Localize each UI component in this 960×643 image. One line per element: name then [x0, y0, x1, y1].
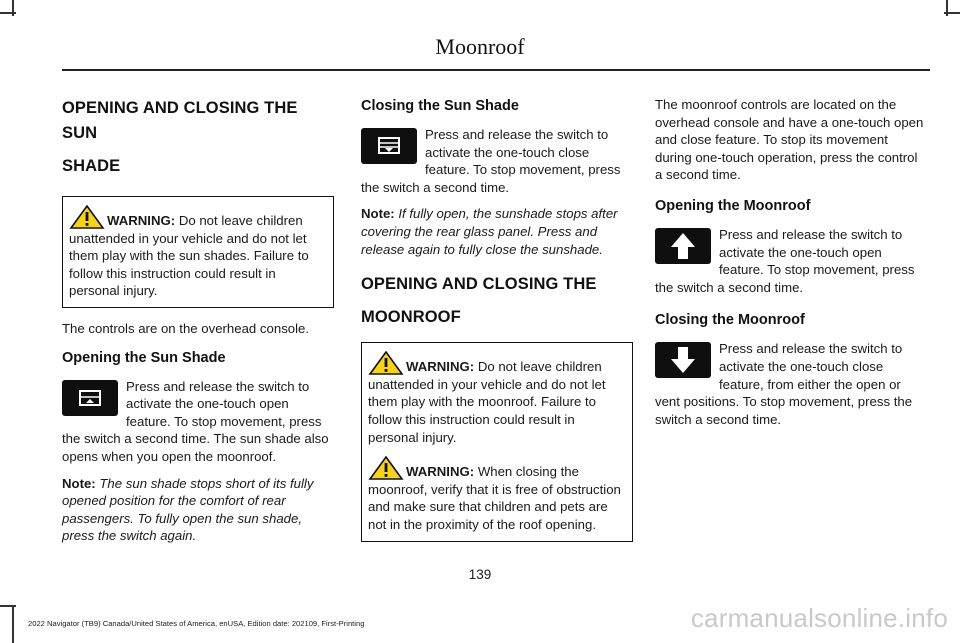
crop-mark	[12, 0, 14, 16]
open-moonroof-text: Press and release the switch to activate the one-touch open feature. To stop movement, press the switch a second time.	[655, 226, 915, 295]
edition-footer: 2022 Navigator (TB9) Canada/United States of America, enUSA, Edition date: 202109, First-Printing	[28, 619, 365, 628]
warning-triangle-icon	[368, 351, 404, 375]
column-3	[655, 96, 927, 428]
subheading-opening-sunshade: Opening the Sun Shade	[62, 349, 226, 366]
page-title: Moonroof	[435, 34, 525, 59]
close-moonroof-text: Press and release the switch to activate the one-touch close feature, from either the open or vent positions. To stop movement, press the switch a second time.	[655, 341, 913, 427]
close-sunshade-block	[361, 126, 633, 196]
crop-mark	[12, 605, 14, 643]
open-sunshade-text: Press and release the switch to activate the one-touch open feature. To stop movement, press the switch a second time. The sun shade also opens when you open the moonroof.	[62, 378, 329, 464]
title-divider	[62, 69, 930, 71]
warning-triangle-icon	[69, 205, 105, 229]
arrow-down-icon	[655, 342, 711, 378]
sunshade-close-switch-icon	[361, 128, 417, 164]
column-2	[361, 96, 633, 542]
crop-mark	[944, 12, 960, 14]
warning-text: Do not leave children unattended in your vehicle and do not let them play with the moonroof. Failure to follow this instruction could result in personal injury.	[368, 359, 606, 445]
subheading-opening-moonroof: Opening the Moonroof	[655, 197, 811, 214]
section-heading-moonroof: OPENING AND CLOSING THE MOONROOF	[361, 275, 597, 327]
arrow-up-icon	[655, 228, 711, 264]
controls-location-text: The controls are on the overhead console.	[62, 320, 310, 336]
warning-text: Do not leave children unattended in your vehicle and do not let them play with the sun shades. Failure to follow this instruction could result in personal injury.	[69, 213, 309, 299]
subheading-closing-sunshade: Closing the Sun Shade	[361, 98, 519, 114]
watermark: carmanualsonline.info	[690, 603, 948, 633]
close-moonroof-block	[655, 340, 927, 428]
warning-label: WARNING:	[406, 464, 475, 480]
warning-box-moonroof	[361, 342, 633, 541]
crop-mark	[946, 0, 948, 16]
close-sunshade-text: Press and release the switch to activate the one-touch close feature. To stop movement, press the switch a second time.	[361, 127, 621, 195]
sunshade-open-switch-icon	[62, 380, 118, 416]
moonroof-intro-text: The moonroof controls are located on the overhead console and have a one-touch open and close feature. To stop its movement during one-touch operation, press the control a second time.	[655, 97, 924, 183]
subheading-closing-moonroof: Closing the Moonroof	[655, 312, 805, 329]
column-1	[62, 96, 334, 545]
crop-mark	[0, 12, 16, 14]
note-sunshade: Note: The sun shade stops short of its fully opened position for the comfort of rear passengers. To fully open the sun shade, press the switch again.	[62, 475, 314, 544]
section-heading-sunshade: OPENING AND CLOSING THE SUN SHADE	[62, 99, 298, 175]
note-close-sunshade: Note: If fully open, the sunshade stops after covering the rear glass panel. Press and release again to fully close the sunshade.	[361, 206, 618, 257]
warning-box-sunshade	[62, 196, 334, 308]
open-moonroof-block	[655, 226, 927, 296]
page-number: 139	[468, 567, 492, 582]
crop-mark	[0, 605, 16, 607]
warning-label: WARNING:	[107, 213, 176, 228]
warning-triangle-icon	[368, 456, 404, 480]
warning-label: WARNING:	[406, 359, 475, 375]
warning-text: When closing the moonroof, verify that it is free of obstruction and make sure that children and pets are not in the proximity of the roof opening.	[368, 464, 621, 532]
open-sunshade-block	[62, 378, 334, 466]
